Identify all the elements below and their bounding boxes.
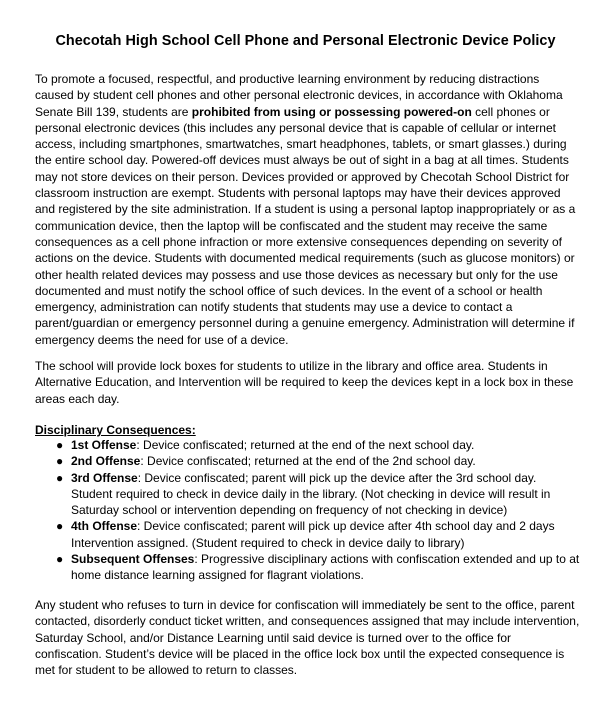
list-item [35,453,580,469]
list-item [35,470,580,519]
consequences-list [35,437,580,584]
offense-label: 3rd Offense [71,470,138,485]
policy-paragraph-lockboxes: The school will provide lock boxes for students to utilize in the library and office area. Students in Alternative Education, and Intervention will be required to keep the devices kept in a lock box in these areas each day. [35,359,574,406]
consequences-heading: Disciplinary Consequences: [35,423,196,437]
intro-text-part2: cell phones or personal electronic devices (this includes any personal device that is capable of cellular or internet access, including smartphones, smartwatches, smart headphones, tablets, or smart glasses.) during the entire school day. Powered-off devices must always be out of sight in a bag at all times. Students may not store devices on their person. Devices provided or approved by Checotah School District for classroom instruction are exempt. Students with personal laptops may have their devices approved and registered by the site administration. If a student is using a personal laptop inappropriately or as a communication device, then the laptop will be confiscated and the student may receive the same consequences as a cell phone infraction or more extensive consequences depending on severity of actions on the device. Students with documented medical requirements (such as glucose monitors) or other health related devices may possess and use those devices as necessary but only for the use documented and must notify the school office of such devices. In the event of a school or health emergency, administration can notify students that students may use a device to contact a parent/guardian or emergency personnel during a genuine emergency. Administration will determine if emergency deems the need for use of a device. [35,104,576,347]
bullet-icon: ● [56,438,64,452]
list-item [35,518,580,551]
bullet-icon: ● [56,552,64,567]
intro-text-bold: prohibited from using or possessing powered-on [191,104,472,119]
intro-text-part1: To promote a focused, respectful, and productive learning environment by reducing distractions caused by student cell phones and other personal electronic devices, in accordance with Oklahoma Senate Bill 139, students are [35,72,563,119]
list-item [35,437,580,453]
bullet-icon: ● [56,454,64,469]
policy-paragraph-intro [35,71,580,348]
offense-label: 4th Offense [71,519,138,534]
document-title: Checotah High School Cell Phone and Personal Electronic Device Policy [55,33,556,49]
offense-label: Subsequent Offenses [71,552,195,567]
offense-text: : Device confiscated; parent will pick up device after 4th school day and 2 days Intervention assigned. (Student required to check in device daily to library) [71,519,555,550]
bullet-icon: ● [56,470,64,485]
policy-paragraph-refusal: Any student who refuses to turn in device for confiscation will immediately be sent to the office, parent contacted, disorderly conduct ticket written, and consequences assigned that may include intervention, Saturday School, and/or Distance Learning until said device is turned over to the office for confiscation. Student’s device will be placed in the office lock box until the expected consequence is met for student to be allowed to return to classes. [35,598,580,678]
offense-text: : Device confiscated; returned at the end of the next school day. [136,438,475,452]
offense-text: : Device confiscated; parent will pick up the device after the 3rd school day. Student required to check in device daily in the library. (Not checking in device will result in Saturday school or intervention depending on frequency of not checking in device) [71,470,551,518]
bullet-icon: ● [56,519,64,534]
offense-label: 1st Offense [71,438,137,452]
offense-text: : Progressive disciplinary actions with confiscation extended and up to at home distance learning assigned for flagrant violations. [71,552,580,583]
offense-label: 2nd Offense [71,454,141,469]
list-item [35,551,580,584]
offense-text: : Device confiscated; returned at the end of the 2nd school day. [140,454,476,469]
